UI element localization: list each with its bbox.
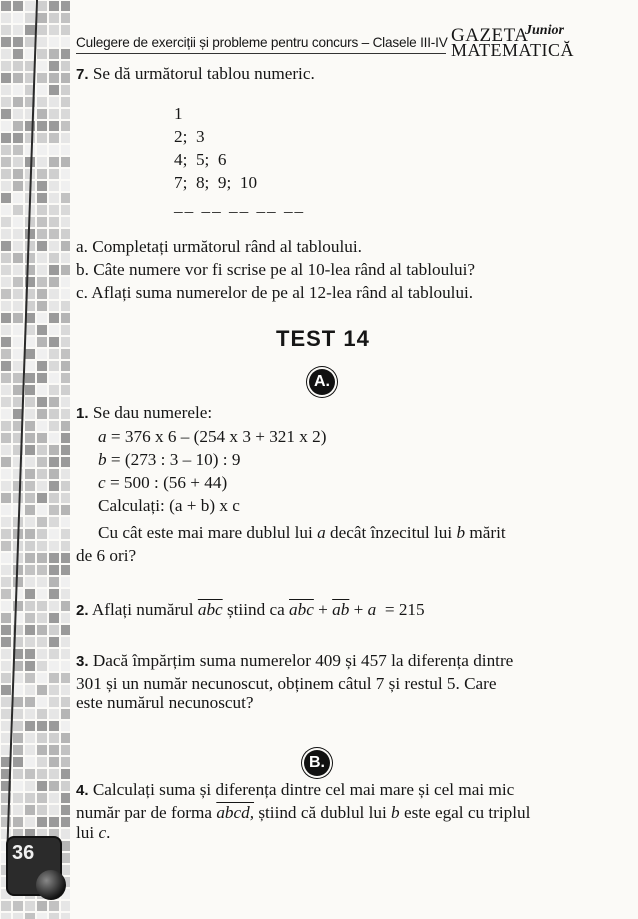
problem-7-item-b: b. Câte numere vor fi scrise pe al 10-lea rând al tabloului? [76, 260, 475, 279]
problem-3-line-3: este numărul necunoscut? [76, 693, 254, 712]
problem-1-b: b = (273 : 3 – 10) : 9 [98, 450, 241, 469]
problem-7-statement: 7. Se dă următorul tablou numeric. [76, 64, 315, 83]
table-row-2: 2; 3 [174, 127, 205, 146]
problem-1-calc: Calculați: (a + b) x c [98, 496, 240, 515]
header-rule [76, 53, 446, 54]
table-row-3: 4; 5; 6 [174, 150, 227, 169]
problem-1-question-end: de 6 ori? [76, 546, 137, 565]
series-title: Culegere de exerciții și probleme pentru concurs – Clasele III-IV [76, 35, 448, 50]
logo-junior: Junior [525, 23, 564, 38]
test-title: TEST 14 [276, 326, 370, 351]
section-a-badge: A. [309, 369, 335, 395]
table-row-1: 1 [174, 104, 183, 123]
problem-1-question: Cu cât este mai mare dublul lui a decât înzecitul lui b mărit [98, 523, 506, 542]
gazeta-logo [451, 25, 591, 65]
logo-matematica: MATEMATICĂ [451, 40, 575, 60]
logo-gazeta: GAZETA [451, 25, 529, 46]
decorative-ball-icon [36, 870, 66, 900]
problem-2: 2. Aflați numărul $\overline{abc}$ știind ca $\overline{abc} + \overline{ab} + a = 215$ [76, 600, 425, 619]
page-number: 36 [12, 842, 35, 864]
problem-1-c: c = 500 : (56 + 44) [98, 473, 228, 492]
problem-1-intro: 1. Se dau numerele: [76, 403, 213, 422]
problem-3-line-1: 3. Dacă împărțim suma numerelor 409 și 457 la diferența dintre [76, 651, 514, 670]
problem-7-item-a: a. Completați următorul rând al tabloului. [76, 237, 362, 256]
problem-4-line-2: număr par de forma abcd, știind că dublul lui b este egal cu triplul [76, 803, 531, 822]
problem-7-item-c: c. Aflați suma numerelor de pe al 12-lea rând al tabloului. [76, 283, 474, 302]
table-blank-row: __ __ __ __ __ [174, 196, 306, 215]
problem-4-line-3: lui c. [76, 823, 111, 842]
problem-3-line-2: 301 și un număr necunoscut, obținem câtul 7 și restul 5. Care [76, 674, 497, 693]
problem-4-line-1: 4. Calculați suma și diferența dintre cel mai mare și cel mai mic [76, 780, 515, 799]
table-row-4: 7; 8; 9; 10 [174, 173, 258, 192]
problem-1-a: a = 376 x 6 – (254 x 3 + 321 x 2) [98, 427, 327, 446]
section-b-badge: B. [304, 750, 330, 776]
